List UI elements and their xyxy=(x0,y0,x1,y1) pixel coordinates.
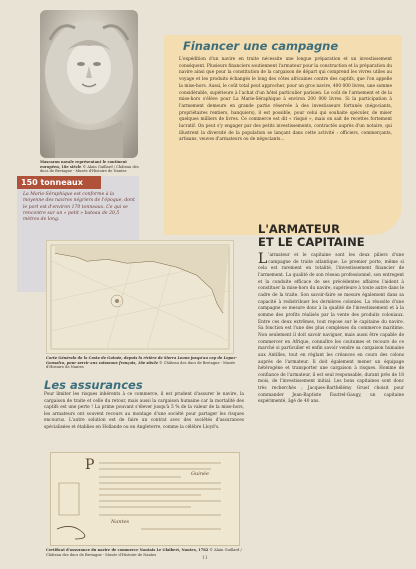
map-caption xyxy=(46,356,244,370)
insurance-certificate-image xyxy=(50,452,240,546)
certificate-caption-title: Certificat d'assurance du navire de commerce Nantais Le Glaibert, Nantes, 1782 xyxy=(46,548,209,552)
mascaron-caption xyxy=(40,160,140,174)
certificate-illustration xyxy=(51,453,239,545)
doc-word-nantes: Nantes xyxy=(111,519,130,525)
shipowner-captain-body: 'armateur et le capitaine sont les deux piliers d'une campagne de traite atlantique. Le premier porte, même si cela est rarement en totalité, l'investissement financier de l'armement. La qualité de son réseau professionnel, son entregent et la conduite efficace de ses précédentes affaires l'aident à constituer la mise-hors du navire, supérieure à toute autre dans le cadre de la traite. Son savoir-faire se mesure également dans sa capacité à redistribuer les dernières colonies. La réussite d'une campagne se mesure donc à la qualité de l'investissement et à la somme des profits réalisés par la vente des produits coloniaux. Entre ces deux extrêmes, tout repose sur le capitaine du navire. Sa fonction est l'une des plus complexes du commerce maritime. Non seulement il doit savoir naviguer, mais aussi être capable de commercer en Afrique, connaître les coutumes et recours de ce marché si particulier et enfin savoir vendre sa cargaison humaine aux Antilles, tout en réglant les créances en cours des colons auprès de l'armateur. Il doit également mener un équipage hétérogène et transporter une cargaison à risques. Homme de confiance de l'armateur, il est seul responsable, durant près de 18 mois, de l'investissement initial. Les bons capitaines sont donc très recherchés ; Jacques-Barthélémy Gruel choisit pour commander Jean-Baptiste Fautrel-Gaugy, un capitaine expérimenté, âgé de 40 ans. xyxy=(258,253,404,405)
mascaron-caption-title: Mascaron navale représentant le continent européen, 18e siècle xyxy=(40,160,127,169)
insurance-title: Les assurances xyxy=(44,378,143,392)
map-caption-credit: © Château des ducs de Bretagne - Musée d'Histoire de Nantes xyxy=(46,360,236,370)
financing-title: Financer une campagne xyxy=(183,39,339,53)
tonnage-box-title: 150 tonneaux xyxy=(17,176,101,189)
shipowner-title-line1: L'ARMATEUR xyxy=(258,222,340,236)
mascaron-caption-credit: © Alain Guillard / Château des ducs de Bretagne - Musée d'Histoire de Nantes xyxy=(40,164,139,174)
shipowner-captain-title xyxy=(258,223,408,249)
mascaron-illustration xyxy=(40,10,138,158)
certificate-caption-credit: © Alain Guillard / Château des ducs de Bretagne - Musée d'Histoire de Nantes xyxy=(46,548,242,557)
map-caption-title: Carte Générale de la Coste de Guinée, depuis la rivière de Sierra Leone jusqu'au cap de Lopez-Gonsalvo, pour servir aux vaisseaux français, 18e siècle xyxy=(46,356,237,365)
map-illustration xyxy=(47,241,233,353)
financing-text: L'expédition d'un navire en traite nécessite une longue préparation et un investissement conséquent. Plusieurs financiers soutiennent l'armateur pour la construction et la préparation du navire ainsi que pour la constitution de la cargaison de départ qui comprend les vivres utiles au voyage et les produits échangés le long des côtes africaines contre des captifs, que l'on appelle la mise-hors. Aussi, le coût total peut approcher, pour un gros navire, 400 000 livres, une somme considérable, supérieure à l'achat d'un hôtel particulier parisien. Le coût de l'armement et de la mise-hors s'élève pour La Marie-Séraphique à environ 200 000 livres. Si la participation à l'armement demeure en grande partie réservée à des investisseurs fortunés (négociants, propriétaires rentiers, banquiers), il est possible, pour celui qui souhaite spéculer, de miser quelques milliers de livres. Ce commerce est dit « risqué », mais on sait de recettes fortement lucratif. On peut s'y engager par des petits investissements, contractés auprès d'un notaire, qui illustrent la diversité de la population se lançant dans cette activité : officiers, commerçants, artisans, veuves d'armateurs ou de négociants... xyxy=(179,57,392,143)
page-number: 11 xyxy=(202,556,208,561)
financing-box xyxy=(164,35,402,235)
mascaron-photo xyxy=(40,10,138,158)
insurance-text: Pour limiter les risques inhérents à ce commerce, il est prudent d'assurer le navire, la cargaison de traite et celle du retour, mais aussi la cargaison humaine car la mortalité des captifs est une perte ! La prime pouvant s'élever jusqu'à 5 % de la valeur de la mise-hors, les armateurs ont souvent recours au montage d'une société pour partager les risques encourus. L'autre solution est de faire un contrat avec des sociétés d'assurances spécialisées et établies en Hollande ou en Angleterre, comme la célèbre Lloyd's. xyxy=(44,392,244,430)
shipowner-title-line2: ET LE CAPITAINE xyxy=(258,235,365,249)
guinea-map xyxy=(46,240,234,354)
dropcap: L xyxy=(258,251,268,267)
doc-word-guinee: Guinée xyxy=(191,471,209,477)
tonnage-box-text: La Marie-Séraphique est conforme à la moyenne des navires négriers de l'époque, dont le port est d'environ 170 tonneaux. Ce qui se rencontre sur un « petit » bateau de 20,5 mètres de long. xyxy=(23,192,135,223)
doc-initial: P xyxy=(85,457,95,473)
shipowner-captain-text xyxy=(258,253,404,406)
certificate-caption xyxy=(46,548,246,557)
